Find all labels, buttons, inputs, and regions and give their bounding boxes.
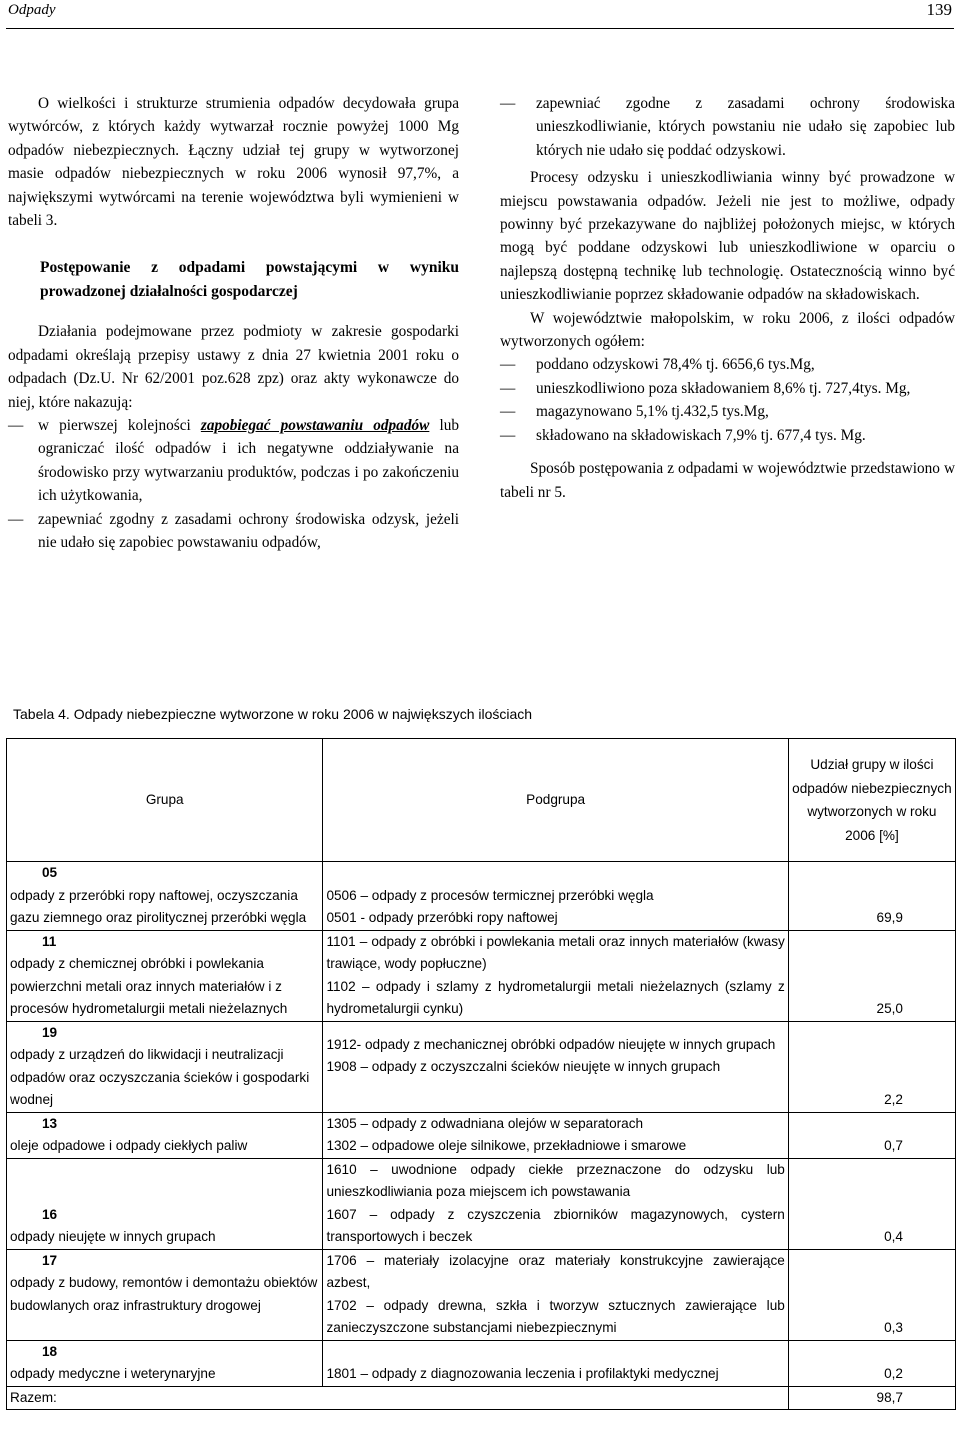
subgroup-item: 1706 – materiały izolacyjne oraz materiały konstrukcyjne zawierające azbest,	[326, 1252, 785, 1290]
group-code: 17	[42, 1252, 58, 1268]
spacer	[326, 862, 784, 885]
subgroup-item: 1101 – odpady z obróbki i powlekania metali oraz innych materiałów (kwasy trawiące, wody popłuczne)	[326, 933, 785, 971]
paragraph: Procesy odzysku i unieszkodliwiania winny być prowadzone w miejscu powstawania odpadów. Jeżeli nie jest to możliwe, odpady powinny być przekazywane do najbliżej położonych miejsc, w których mogą być poddane odzyskowi lub unieszkodliwione w oparciu o najlepszą dostępną technikę lub technologię. Ostatecznością winno być unieszkodliwianie poprzez składowanie odpadów na składowiskach.	[500, 169, 955, 304]
share-cell: 0,4	[788, 1158, 955, 1249]
share-cell: 25,0	[788, 930, 955, 1021]
group-name: odpady medyczne i weterynaryjne	[10, 1366, 216, 1381]
subgroup-cell	[323, 862, 788, 931]
waste-table	[6, 738, 956, 1410]
subgroup-item: 1801 – odpady z diagnozowania leczenia i profilaktyki medycznej	[326, 1366, 719, 1381]
subgroup-item: 1607 – odpady z czyszczenia zbiorników magazynowych, cystern transportowych i beczek	[326, 1206, 785, 1244]
list-item: — zapewniać zgodne z zasadami ochrony środowiska unieszkodliwianie, których powstaniu nie udało się zapobiec lub których nie udało się poddać odzyskowi.	[500, 92, 955, 162]
total-row	[7, 1386, 956, 1410]
paragraph: O wielkości i strukturze strumienia odpadów decydowała grupa wytwórców, z których każdy wytwarzał rocznie powyżej 1000 Mg odpadów niebezpiecznych. Łączny udział tej grupy w wytworzonej masie odpadów niebezpiecznych w roku 2006 wynosił 97,7%, a największymi wytwórcami na terenie województwa byli wymienieni w tabeli 3.	[8, 95, 459, 230]
group-code: 16	[42, 1206, 58, 1222]
list-text: w pierwszej kolejności	[38, 417, 201, 435]
share-cell: 2,2	[788, 1021, 955, 1112]
header-podgrupa: Podgrupa	[323, 739, 788, 862]
emphasis-text: zapobiegać powstawaniu odpadów	[200, 417, 430, 435]
group-cell	[7, 1249, 323, 1340]
paragraph: Sposób postępowania z odpadami w województwie przedstawiono w tabeli nr 5.	[500, 460, 955, 501]
share-cell: 0,3	[788, 1249, 955, 1340]
group-name: odpady z urządzeń do likwidacji i neutralizacji odpadów oraz oczyszczania ścieków i gospodarki wodnej	[10, 1047, 310, 1107]
table-row	[7, 1112, 956, 1158]
group-name: odpady z przeróbki ropy naftowej, oczyszczania gazu ziemnego oraz pirolitycznej przeróbki węgla	[10, 887, 307, 925]
left-column	[8, 92, 459, 555]
running-header-title: Odpady	[8, 2, 56, 18]
header-udzial: Udział grupy w ilości odpadów niebezpiecznych wytworzonych w roku 2006 [%]	[788, 739, 955, 862]
spacer	[326, 1022, 784, 1034]
subgroup-cell	[323, 1158, 788, 1249]
table-row	[7, 1021, 956, 1112]
subgroup-item: 1305 – odpady z odwadniana olejów w separatorach	[326, 1115, 644, 1131]
subgroup-cell	[323, 1340, 788, 1386]
group-cell	[7, 1158, 323, 1249]
list-item	[8, 414, 459, 508]
group-cell	[7, 1021, 323, 1112]
list-item: — poddano odzyskowi 78,4% tj. 6656,6 tys.Mg,	[500, 353, 955, 376]
paragraph: W województwie małopolskim, w roku 2006, z ilości odpadów wytworzonych ogółem:	[500, 309, 955, 351]
share-cell: 0,2	[788, 1340, 955, 1386]
section-heading: Postępowanie z odpadami powstającymi w wyniku prowadzonej działalności gospodarczej	[40, 259, 459, 301]
group-code: 18	[42, 1343, 58, 1359]
subgroup-item: 0501 - odpady przeróbki ropy naftowej	[326, 910, 558, 925]
table-header-row	[7, 739, 956, 862]
table-row	[7, 1249, 956, 1340]
share-cell: 0,7	[788, 1112, 955, 1158]
total-value: 98,7	[788, 1386, 955, 1410]
subgroup-item: 1102 – odpady i szlamy z hydrometalurgii metali nieżelaznych (szlamy z hydrometalurgii cynku)	[326, 978, 785, 1016]
table-row	[7, 1158, 956, 1249]
paragraph: Działania podejmowane przez podmioty w zakresie gospodarki odpadami określają przepisy ustawy z dnia 27 kwietnia 2001 roku o odpadach (Dz.U. Nr 62/2001 poz.628 zpz) oraz akty wykonawcze do niej, które nakazują:	[8, 323, 459, 411]
subgroup-item: 1702 – odpady drewna, szkła i tworzyw sztucznych zawierające lub zanieczyszczone substancjami niebezpiecznymi	[326, 1297, 785, 1335]
subgroup-item: 1302 – odpadowe oleje silnikowe, przekładniowe i smarowe	[326, 1138, 687, 1153]
subgroup-item: 0506 – odpady z procesów termicznej przeróbki węgla	[326, 887, 654, 903]
table-row	[7, 862, 956, 931]
table-row	[7, 1340, 956, 1386]
subgroup-cell	[323, 1021, 788, 1112]
right-column	[500, 92, 955, 504]
group-name: odpady z chemicznej obróbki i powlekania powierzchni metali oraz innych materiałów i z procesów hydrometalurgii metali nieżelaznych	[10, 956, 288, 1016]
list-item: — składowano na składowiskach 7,9% tj. 677,4 tys. Mg.	[500, 424, 955, 447]
group-cell	[7, 1112, 323, 1158]
subgroup-cell	[323, 930, 788, 1021]
group-cell	[7, 862, 323, 931]
group-cell	[7, 930, 323, 1021]
page-number: 139	[926, 0, 952, 19]
group-code: 19	[42, 1024, 58, 1040]
group-code: 11	[42, 933, 57, 949]
list-text: lub ograniczać ilość odpadów i ich negatywne oddziaływanie na środowisko przy wytwarzaniu produktów, podczas i po zakończeniu ich użytkowania,	[38, 417, 460, 505]
list-item: — unieszkodliwiono poza składowaniem 8,6% tj. 727,4tys. Mg,	[500, 377, 955, 400]
group-name: odpady z budowy, remontów i demontażu obiektów budowlanych oraz infrastruktury drogowej	[10, 1275, 318, 1313]
group-name: oleje odpadowe i odpady ciekłych paliw	[10, 1138, 248, 1153]
group-code: 13	[42, 1115, 58, 1131]
header-grupa: Grupa	[7, 739, 323, 862]
header-rule	[6, 28, 954, 29]
list-item: — zapewniać zgodny z zasadami ochrony środowiska odzysk, jeżeli nie udało się zapobiec powstawaniu odpadów,	[8, 508, 459, 555]
subgroup-item: 1610 – uwodnione odpady ciekłe przeznaczone do odzysku lub unieszkodliwiania poza miejscem ich powstawania	[326, 1161, 785, 1199]
list-item: — magazynowano 5,1% tj.432,5 tys.Mg,	[500, 400, 955, 423]
group-cell	[7, 1340, 323, 1386]
table-caption: Tabela 4. Odpady niebezpieczne wytworzone w roku 2006 w największych ilościach	[13, 706, 533, 722]
share-cell: 69,9	[788, 862, 955, 931]
subgroup-cell	[323, 1112, 788, 1158]
group-name: odpady nieujęte w innych grupach	[10, 1229, 216, 1244]
table-row	[7, 930, 956, 1021]
total-label: Razem:	[7, 1386, 789, 1410]
group-code: 05	[42, 865, 58, 880]
subgroup-item: 1908 – odpady z oczyszczalni ścieków nieujęte w innych grupach	[326, 1059, 721, 1074]
subgroup-cell	[323, 1249, 788, 1340]
subgroup-item: 1912- odpady z mechanicznej obróbki odpadów nieujęte w innych grupach	[326, 1036, 776, 1052]
